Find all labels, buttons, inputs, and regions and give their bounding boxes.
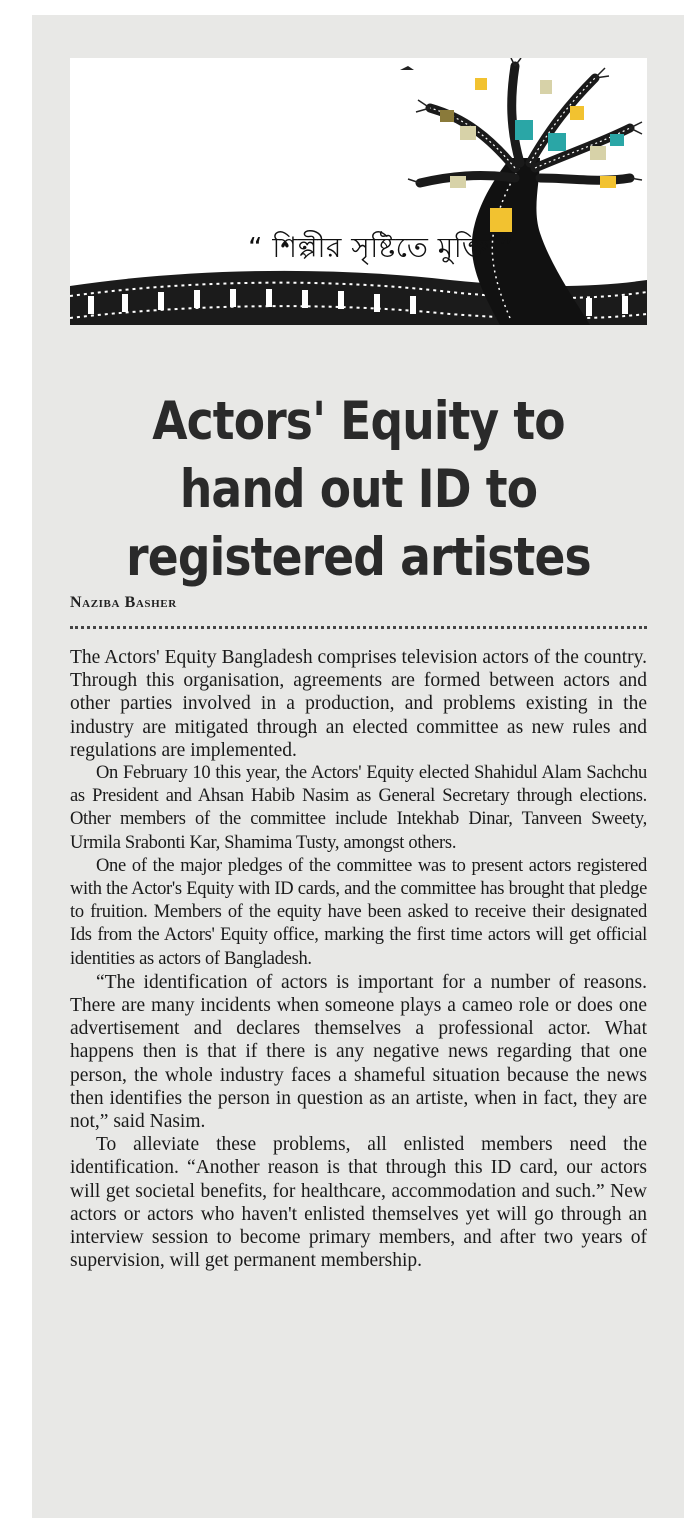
article-body: [70, 646, 647, 1272]
article-headline: Actors' Equity to hand out ID to registered artistes: [126, 390, 591, 588]
dotted-divider: [70, 626, 647, 629]
banner-slogan: “ শিল্পীর সৃষ্টিতে মুক্তি ”: [248, 231, 514, 264]
article-paragraph: The Actors' Equity Bangladesh comprises television actors of the country. Through this organisation, agreements are formed between actors and other parties involved in a production, and problems existing in the industry are mitigated through an elected committee as new rules and regulations are implemented.: [70, 647, 647, 761]
author-byline: Naziba Basher: [70, 594, 177, 611]
article-paragraph: On February 10 this year, the Actors' Equity elected Shahidul Alam Sachchu as President and Ahsan Habib Nasim as General Secretary through elections. Other members of the committee include Intekhab Dinar, Tanveen Sweety, Urmila Srabonti Kar, Shamima Tusty, amongst others.: [70, 763, 647, 853]
article-paragraph: One of the major pledges of the committee was to present actors registered with the Actor's Equity with ID cards, and the committee has brought that pledge to fruition. Members of the equity have been asked to receive their designated Ids from the Actors' Equity office, marking the first time actors will get official identities as actors of Bangladesh.: [70, 855, 647, 969]
article-paragraph: To alleviate these problems, all enlisted members need the identification. “Another reason is that through this ID card, our actors will get societal benefits, for healthcare, accommodation and such.” New actors or actors who haven't enlisted themselves yet will go through an interview session to become primary members, and after two years of supervision, will get permanent membership.: [70, 1134, 647, 1272]
article-paragraph: “The identification of actors is important for a number of reasons. There are many incidents when someone plays a cameo role or does one advertisement and declares themselves a professional actor. What happens then is that if there is any negative news regarding that one person, the whole industry faces a shameful situation because the news then identifies the person in question as an artiste, when in fact, they are not,” said Nasim.: [70, 971, 647, 1133]
film-tree-illustration: [70, 58, 647, 325]
banner-illustration: [70, 58, 647, 325]
